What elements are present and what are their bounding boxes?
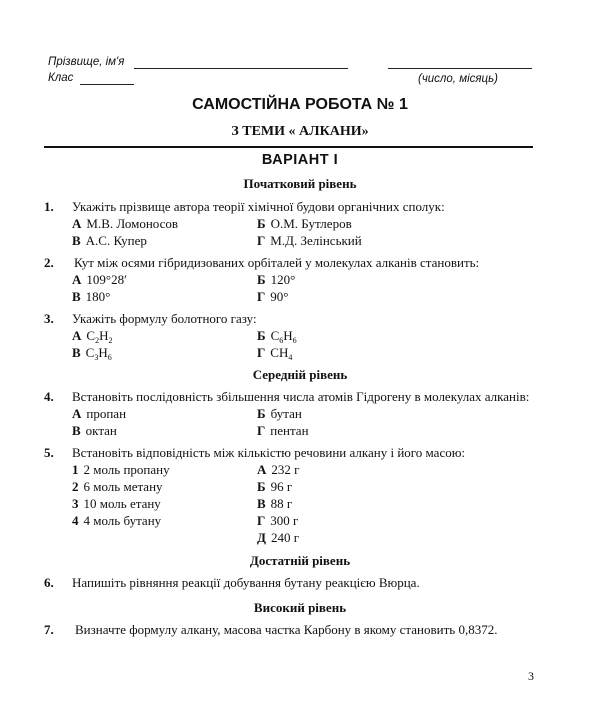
match-right-g: Г 300 г bbox=[257, 513, 299, 528]
question-text: Кут між осями гібридизованих орбіталей у молекулах алканів становить: bbox=[74, 255, 480, 270]
option-v: В октан bbox=[72, 423, 117, 438]
level-heading-sufficient: Достатній рівень bbox=[249, 553, 351, 568]
option-a: А пропан bbox=[72, 406, 127, 421]
question-number: 1. bbox=[44, 199, 54, 214]
option-g: Г М.Д. Зелінський bbox=[257, 233, 362, 248]
title-rule bbox=[44, 146, 533, 148]
match-right-v: В 88 г bbox=[257, 496, 293, 511]
option-g: Г пентан bbox=[257, 423, 309, 438]
class-label: Клас bbox=[48, 72, 74, 84]
match-right-d: Д 240 г bbox=[257, 530, 300, 545]
name-label: Прізвище, ім'я bbox=[48, 56, 125, 68]
option-a: А $C_2H_2$ bbox=[72, 328, 113, 345]
question-number: 5. bbox=[44, 445, 54, 460]
page-subtitle: З ТЕМИ « АЛКАНИ» bbox=[231, 124, 369, 139]
option-b: Б $C_6H_6$ bbox=[257, 328, 297, 345]
option-a: А М.В. Ломоносов bbox=[72, 216, 179, 231]
option-b: Б О.М. Бутлеров bbox=[257, 216, 352, 231]
class-line bbox=[80, 84, 134, 85]
match-left-1: 1 2 моль пропану bbox=[72, 462, 170, 477]
question-number: 6. bbox=[44, 575, 54, 590]
option-b: Б 120° bbox=[257, 272, 296, 287]
level-heading-initial: Початковий рівень bbox=[243, 176, 357, 191]
question-number: 4. bbox=[44, 389, 54, 404]
option-v: В 180° bbox=[72, 289, 111, 304]
question-text: Визначте формулу алкану, масова частка Карбону в якому становить 0,8372. bbox=[75, 622, 498, 637]
option-a: А 109°28′ bbox=[72, 272, 127, 287]
option-g: Г 90° bbox=[257, 289, 289, 304]
date-line bbox=[388, 68, 532, 69]
question-text: Укажіть прізвище автора теорії хімічної будови органічних сполук: bbox=[72, 199, 445, 214]
match-left-3: 3 10 моль етану bbox=[72, 496, 161, 511]
option-v: В $C_3H_6$ bbox=[72, 345, 112, 362]
question-number: 7. bbox=[44, 622, 54, 637]
page-number: 3 bbox=[528, 669, 534, 683]
level-heading-middle: Середній рівень bbox=[252, 367, 348, 382]
formula-c3h6: $C_3H_6$ bbox=[85, 345, 112, 362]
question-number: 2. bbox=[44, 255, 54, 270]
question-text: Встановіть послідовність збільшення числа атомів Гідрогену в молекулах алканів: bbox=[72, 389, 530, 404]
match-left-4: 4 4 моль бутану bbox=[72, 513, 162, 528]
variant-heading: ВАРІАНТ І bbox=[261, 152, 339, 168]
option-g: Г $CH_4$ bbox=[257, 345, 293, 362]
question-number: 3. bbox=[44, 311, 54, 326]
formula-c2h2: $C_2H_2$ bbox=[86, 328, 113, 345]
match-left-2: 2 6 моль метану bbox=[72, 479, 163, 494]
option-v: В А.С. Купер bbox=[72, 233, 147, 248]
match-right-a: А 232 г bbox=[257, 462, 300, 477]
date-label: (число, місяць) bbox=[418, 73, 498, 85]
question-text: Встановіть відповідність між кількістю речовини алкану і його масою: bbox=[72, 445, 466, 460]
level-heading-high: Високий рівень bbox=[253, 600, 347, 615]
formula-ch4: $CH_4$ bbox=[270, 345, 293, 362]
match-right-b: Б 96 г bbox=[257, 479, 293, 494]
question-text: Укажіть формулу болотного газу: bbox=[72, 311, 257, 326]
name-line bbox=[134, 68, 348, 69]
question-text: Напишіть рівняння реакції добування бутану реакцією Вюрца. bbox=[72, 575, 420, 590]
page-title: САМОСТІЙНА РОБОТА № 1 bbox=[192, 96, 408, 113]
option-b: Б бутан bbox=[257, 406, 302, 421]
formula-c6h6: $C_6H_6$ bbox=[270, 328, 297, 345]
